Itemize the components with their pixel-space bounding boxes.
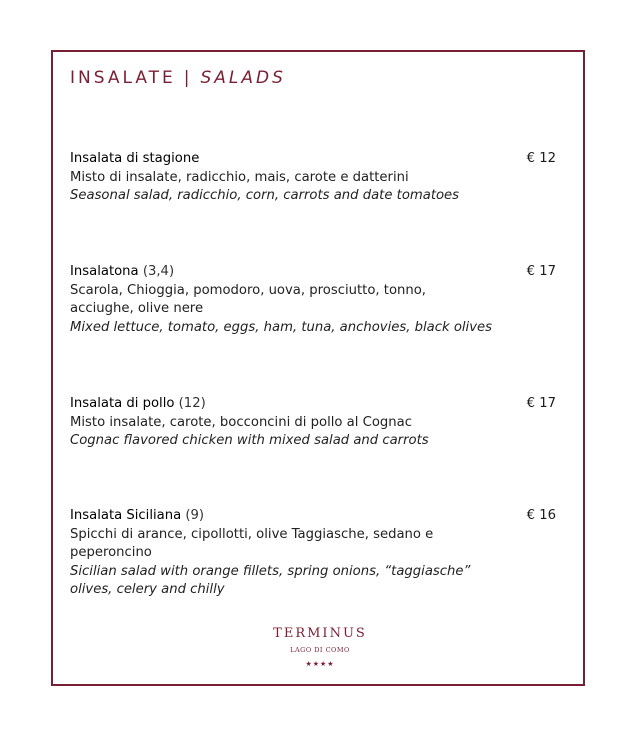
menu-item-allergens: (9) — [185, 508, 205, 523]
menu-item-name: Insalata di stagione — [70, 151, 200, 166]
title-italian: INSALATE — [70, 68, 176, 88]
logo-subtitle: LAGO DI COMO — [290, 646, 350, 654]
title-english: SALADS — [200, 68, 286, 88]
menu-item-description-english: Seasonal salad, radicchio, corn, carrots and date tomatoes — [70, 188, 460, 203]
menu-item-description-english: Cognac flavored chicken with mixed salad and carrots — [70, 433, 429, 448]
menu-item-name: Insalatona — [70, 264, 139, 279]
menu-item-description-italian: Misto di insalate, radicchio, mais, carote e datterini — [70, 169, 409, 185]
menu-item-price: € 12 — [526, 151, 556, 166]
rating-stars-icon: ★★★★ — [305, 660, 335, 668]
menu-item — [70, 150, 560, 206]
title-separator: | — [183, 68, 193, 88]
menu-item-name: Insalata Siciliana — [70, 508, 182, 523]
logo-wordmark: TERMINUS — [273, 626, 367, 641]
menu-item — [70, 507, 560, 600]
menu-item-price: € 17 — [526, 264, 556, 279]
menu-item-description-english: Sicilian salad with orange fillets, spring onions, “taggiasche” olives, celery and chilly — [70, 563, 471, 597]
menu-item-price: € 17 — [526, 396, 556, 411]
menu-item-allergens: (12) — [178, 396, 206, 411]
menu-item-price: € 16 — [526, 508, 556, 523]
menu-item-head — [70, 263, 560, 282]
menu-item-head — [70, 395, 560, 414]
menu-item-description-english: Mixed lettuce, tomato, eggs, ham, tuna, anchovies, black olives — [70, 319, 492, 335]
menu-item-description-italian: Scarola, Chioggia, pomodoro, uova, prosciutto, tonno, acciughe, olive nere — [70, 282, 426, 316]
menu-item-head — [70, 150, 560, 169]
menu-item-description-italian: Spicchi di arance, cipollotti, olive Taggiasche, sedano e peperoncino — [70, 526, 434, 560]
menu-item — [70, 395, 560, 451]
section-title — [70, 68, 286, 88]
menu-item — [70, 263, 560, 337]
menu-item-description-italian: Misto insalate, carote, bocconcini di pollo al Cognac — [70, 414, 412, 430]
menu-item-head — [70, 507, 560, 526]
menu-item-allergens: (3,4) — [142, 264, 175, 279]
menu-item-name: Insalata di pollo — [70, 396, 175, 411]
